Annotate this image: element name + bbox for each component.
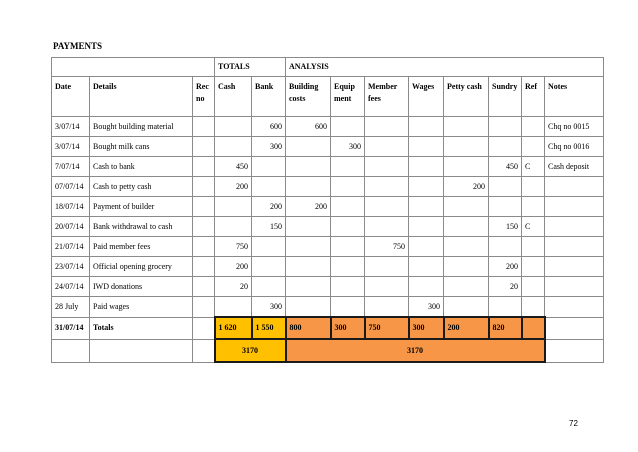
payments-table [51, 57, 604, 363]
cell-cash: 750 [215, 237, 252, 257]
cell-bank: 600 [252, 117, 286, 137]
cell-equip [331, 237, 365, 257]
totals-building: 800 [286, 317, 331, 339]
cell-date: 7/07/14 [52, 157, 90, 177]
table-row [52, 137, 604, 157]
totals-member: 750 [365, 317, 409, 339]
table-row [52, 197, 604, 217]
cell-petty [444, 257, 489, 277]
cell-equip [331, 197, 365, 217]
cell-bank [252, 237, 286, 257]
cell-date: 28 July [52, 297, 90, 318]
table-row [52, 177, 604, 197]
cell-bank: 200 [252, 197, 286, 217]
cell-petty [444, 217, 489, 237]
cell-building [286, 217, 331, 237]
group-analysis-label: ANALYSIS [286, 58, 604, 77]
cell-wages [409, 217, 444, 237]
cell-petty [444, 297, 489, 318]
totals-sundry: 820 [489, 317, 522, 339]
cell-building [286, 157, 331, 177]
table-row [52, 297, 604, 318]
cell-ref: C [522, 217, 545, 237]
cell-details: Bank withdrawal to cash [90, 217, 193, 237]
totals-label: Totals [90, 317, 193, 339]
cell-bank: 300 [252, 137, 286, 157]
cell-rec [193, 157, 215, 177]
cell-sundry: 450 [489, 157, 522, 177]
cell-building: 600 [286, 117, 331, 137]
cell-wages [409, 157, 444, 177]
cell-notes: Chq no 0015 [545, 117, 604, 137]
group-header-row [52, 58, 604, 77]
cell-bank [252, 177, 286, 197]
cell-notes [545, 277, 604, 297]
cell-cash: 200 [215, 257, 252, 277]
cell-ref [522, 137, 545, 157]
cell-member: 750 [365, 237, 409, 257]
data-rows [52, 117, 604, 318]
cell-ref [522, 197, 545, 217]
cell-equip [331, 217, 365, 237]
cell-sundry: 150 [489, 217, 522, 237]
col-header-wages: Wages [409, 77, 444, 117]
cell-sundry [489, 177, 522, 197]
cell-building [286, 257, 331, 277]
cell-building [286, 277, 331, 297]
cell-date: 24/07/14 [52, 277, 90, 297]
cell-equip [331, 117, 365, 137]
table-row [52, 257, 604, 277]
table-row [52, 217, 604, 237]
cell-building [286, 237, 331, 257]
cell-rec [193, 237, 215, 257]
cell-date: 20/07/14 [52, 217, 90, 237]
cell-bank [252, 277, 286, 297]
cell-notes: Chq no 0016 [545, 137, 604, 157]
cell-building [286, 137, 331, 157]
cell-bank [252, 257, 286, 277]
cell-notes: Cash deposit [545, 157, 604, 177]
table-row [52, 277, 604, 297]
cell-rec [193, 177, 215, 197]
cell-member [365, 217, 409, 237]
cell-wages [409, 257, 444, 277]
cell-equip [331, 297, 365, 318]
table-row [52, 117, 604, 137]
cell-building [286, 177, 331, 197]
cell-date: 07/07/14 [52, 177, 90, 197]
cell-ref [522, 177, 545, 197]
col-header-date: Date [52, 77, 90, 117]
cell-ref [522, 257, 545, 277]
col-header-ref: Ref [522, 77, 545, 117]
cell-petty [444, 157, 489, 177]
cell-details: Cash to petty cash [90, 177, 193, 197]
cell-petty [444, 197, 489, 217]
cell-ref [522, 237, 545, 257]
cell-member [365, 257, 409, 277]
cell-rec [193, 297, 215, 318]
cell-member [365, 177, 409, 197]
cell-date: 23/07/14 [52, 257, 90, 277]
col-header-cash: Cash [215, 77, 252, 117]
col-header-building: Building costs [286, 77, 331, 117]
cell-details: Cash to bank [90, 157, 193, 177]
cell-cash: 20 [215, 277, 252, 297]
cell-cash [215, 217, 252, 237]
cell-cash: 200 [215, 177, 252, 197]
cell-building [286, 297, 331, 318]
cell-cash [215, 137, 252, 157]
cell-equip [331, 277, 365, 297]
cell-sundry [489, 117, 522, 137]
cell-details: Paid wages [90, 297, 193, 318]
cell-wages [409, 197, 444, 217]
cell-notes [545, 257, 604, 277]
cell-rec [193, 197, 215, 217]
cell-wages [409, 117, 444, 137]
cell-cash [215, 297, 252, 318]
cell-ref [522, 277, 545, 297]
cell-date: 21/07/14 [52, 237, 90, 257]
cell-bank: 150 [252, 217, 286, 237]
cell-petty [444, 117, 489, 137]
col-header-equip: Equip ment [331, 77, 365, 117]
cell-sundry [489, 297, 522, 318]
cell-sundry [489, 137, 522, 157]
cell-sundry: 200 [489, 257, 522, 277]
cell-member [365, 197, 409, 217]
totals-row [52, 317, 604, 339]
totals-cash: 1 620 [215, 317, 252, 339]
page-title: PAYMENTS [53, 41, 103, 51]
cell-date: 3/07/14 [52, 137, 90, 157]
cell-rec [193, 277, 215, 297]
grand-sum-row [52, 339, 604, 362]
col-header-petty: Petty cash [444, 77, 489, 117]
cell-sundry: 20 [489, 277, 522, 297]
cell-cash [215, 197, 252, 217]
cell-wages [409, 137, 444, 157]
cell-member [365, 277, 409, 297]
cell-rec [193, 117, 215, 137]
cell-member [365, 137, 409, 157]
cell-cash [215, 117, 252, 137]
cell-cash: 450 [215, 157, 252, 177]
totals-equip: 300 [331, 317, 365, 339]
col-header-member: Member fees [365, 77, 409, 117]
sum-totals: 3170 [215, 339, 286, 362]
table-row [52, 157, 604, 177]
column-header-row [52, 77, 604, 117]
cell-ref [522, 297, 545, 318]
cell-petty [444, 277, 489, 297]
cell-equip: 300 [331, 137, 365, 157]
col-header-rec: Rec no [193, 77, 215, 117]
cell-wages [409, 237, 444, 257]
cell-notes [545, 197, 604, 217]
cell-wages [409, 277, 444, 297]
totals-date: 31/07/14 [52, 317, 90, 339]
cell-ref [522, 117, 545, 137]
cell-details: IWD donations [90, 277, 193, 297]
cell-petty: 200 [444, 177, 489, 197]
group-totals-label: TOTALS [215, 58, 286, 77]
cell-wages: 300 [409, 297, 444, 318]
cell-details: Bought building material [90, 117, 193, 137]
cell-notes [545, 297, 604, 318]
cell-details: Bought milk cans [90, 137, 193, 157]
col-header-notes: Notes [545, 77, 604, 117]
cell-rec [193, 257, 215, 277]
cell-equip [331, 257, 365, 277]
col-header-bank: Bank [252, 77, 286, 117]
totals-petty: 200 [444, 317, 489, 339]
cell-ref: C [522, 157, 545, 177]
totals-wages: 300 [409, 317, 444, 339]
cell-details: Paid member fees [90, 237, 193, 257]
cell-equip [331, 157, 365, 177]
cell-petty [444, 237, 489, 257]
cell-rec [193, 217, 215, 237]
cell-rec [193, 137, 215, 157]
cell-notes [545, 217, 604, 237]
cell-date: 3/07/14 [52, 117, 90, 137]
cell-notes [545, 237, 604, 257]
cell-details: Official opening grocery [90, 257, 193, 277]
cell-member [365, 297, 409, 318]
cell-bank: 300 [252, 297, 286, 318]
cell-wages [409, 177, 444, 197]
totals-bank: 1 550 [252, 317, 286, 339]
cell-building: 200 [286, 197, 331, 217]
col-header-sundry: Sundry [489, 77, 522, 117]
cell-sundry [489, 237, 522, 257]
cell-sundry [489, 197, 522, 217]
cell-member [365, 117, 409, 137]
table-row [52, 237, 604, 257]
cell-petty [444, 137, 489, 157]
cell-date: 18/07/14 [52, 197, 90, 217]
cell-notes [545, 177, 604, 197]
page-number: 72 [569, 419, 578, 428]
col-header-details: Details [90, 77, 193, 117]
cell-member [365, 157, 409, 177]
cell-equip [331, 177, 365, 197]
cell-details: Payment of builder [90, 197, 193, 217]
sum-analysis: 3170 [286, 339, 545, 362]
cell-bank [252, 157, 286, 177]
